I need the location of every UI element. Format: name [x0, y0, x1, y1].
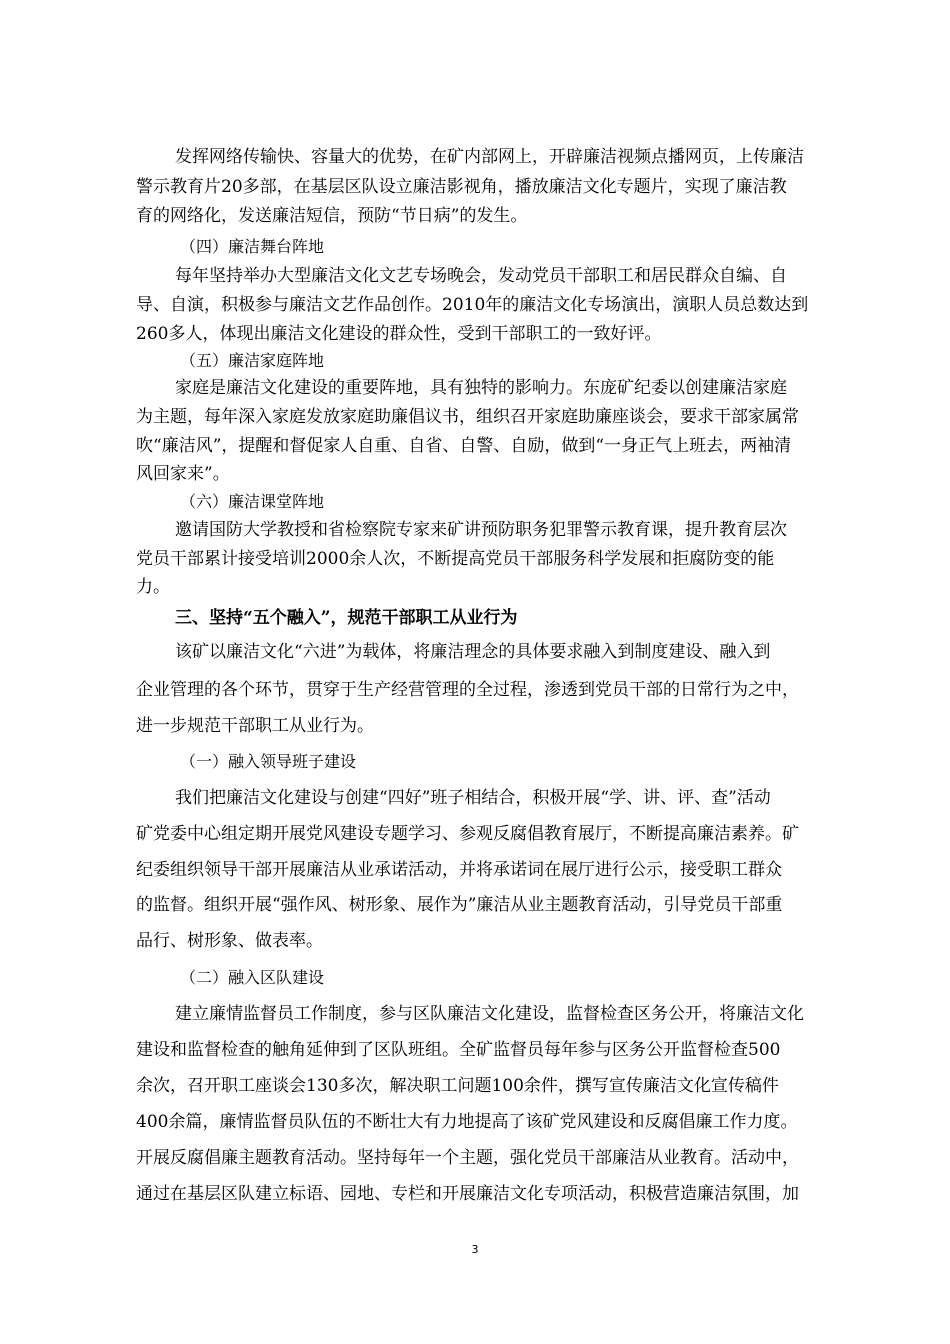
paragraph-line: 该矿以廉洁文化“六进”为载体，将廉洁理念的具体要求融入到制度建设、融入到: [175, 642, 771, 662]
paragraph-line: 企业管理的各个环节，贯穿于生产经营管理的全过程，渗透到党员干部的日常行为之中，: [136, 680, 799, 700]
paragraph-line: 导、自演，积极参与廉洁文艺作品创作。2010年的廉洁文化专场演出，演职人员总数达到: [136, 295, 809, 315]
paragraph-line: 矿党委中心组定期开展党风建设专题学习、参观反腐倡教育展厅，不断提高廉洁素养。矿: [136, 824, 799, 844]
paragraph-line: 的监督。组织开展“强作风、树形象、展作为”廉洁从业主题教育活动，引导党员干部重: [136, 895, 783, 915]
paragraph-line: 力。: [136, 577, 170, 597]
paragraph-line: 通过在基层区队建立标语、园地、专栏和开展廉洁文化专项活动，积极营造廉洁氛围，加: [136, 1184, 799, 1204]
section-heading: （六）廉洁课堂阵地: [180, 492, 325, 511]
chapter-heading: 三、坚持“五个融入”，规范干部职工从业行为: [175, 608, 518, 628]
paragraph-line: 发挥网络传输快、容量大的优势，在矿内部网上，开辟廉洁视频点播网页，上传廉洁: [175, 147, 804, 167]
paragraph-line: 为主题，每年深入家庭发放家庭助廉倡议书，组织召开家庭助廉座谈会，要求干部家属常: [136, 407, 799, 427]
paragraph-line: 邀请国防大学教授和省检察院专家来矿讲预防职务犯罪警示教育课，提升教育层次: [175, 520, 787, 540]
section-heading: （五）廉洁家庭阵地: [180, 351, 325, 370]
paragraph-line: 品行、树形象、做表率。: [136, 931, 323, 951]
paragraph-line: 风回家来”。: [136, 464, 230, 484]
paragraph-line: 进一步规范干部职工从业行为。: [136, 716, 374, 736]
paragraph-line: 建设和监督检查的触角延伸到了区队班组。全矿监督员每年参与区务公开监督检查500: [136, 1040, 781, 1060]
section-heading: （二）融入区队建设: [180, 968, 325, 987]
paragraph-line: 党员干部累计接受培训2000余人次，不断提高党员干部服务科学发展和拒腐防变的能: [136, 549, 775, 569]
page-number: 3: [471, 1243, 479, 1256]
paragraph-line: 400余篇，廉情监督员队伍的不断壮大有力地提高了该矿党风建设和反腐倡廉工作力度。: [136, 1112, 798, 1132]
paragraph-line: 建立廉情监督员工作制度，参与区队廉洁文化建设，监督检查区务公开，将廉洁文化: [175, 1004, 804, 1024]
paragraph-line: 家庭是廉洁文化建设的重要阵地，具有独特的影响力。东庞矿纪委以创建廉洁家庭: [175, 378, 787, 398]
paragraph-line: 警示教育片20多部，在基层区队设立廉洁影视角，播放廉洁文化专题片，实现了廉洁教: [136, 177, 787, 197]
paragraph-line: 每年坚持举办大型廉洁文化文艺专场晚会，发动党员干部职工和居民群众自编、自: [175, 266, 787, 286]
paragraph-line: 吹“廉洁风”，提醒和督促家人自重、自省、自警、自励，做到“一身正气上班去，两袖清: [136, 436, 792, 456]
paragraph-line: 260多人，体现出廉洁文化建设的群众性，受到干部职工的一致好评。: [136, 324, 662, 344]
section-heading: （一）融入领导班子建设: [180, 752, 357, 771]
paragraph-line: 余次，召开职工座谈会130多次，解决职工问题100余件，撰写宣传廉洁文化宣传稿件: [136, 1076, 779, 1096]
paragraph-line: 我们把廉洁文化建设与创建“四好”班子相结合，积极开展“学、讲、评、查”活动: [175, 788, 771, 808]
paragraph-line: 纪委组织领导干部开展廉洁从业承诺活动，并将承诺词在展厅进行公示，接受职工群众: [136, 860, 782, 880]
paragraph-line: 开展反腐倡廉主题教育活动。坚持每年一个主题，强化党员干部廉洁从业教育。活动中，: [136, 1148, 799, 1168]
paragraph-line: 育的网络化，发送廉洁短信，预防“节日病”的发生。: [136, 206, 528, 226]
section-heading: （四）廉洁舞台阵地: [180, 237, 325, 256]
